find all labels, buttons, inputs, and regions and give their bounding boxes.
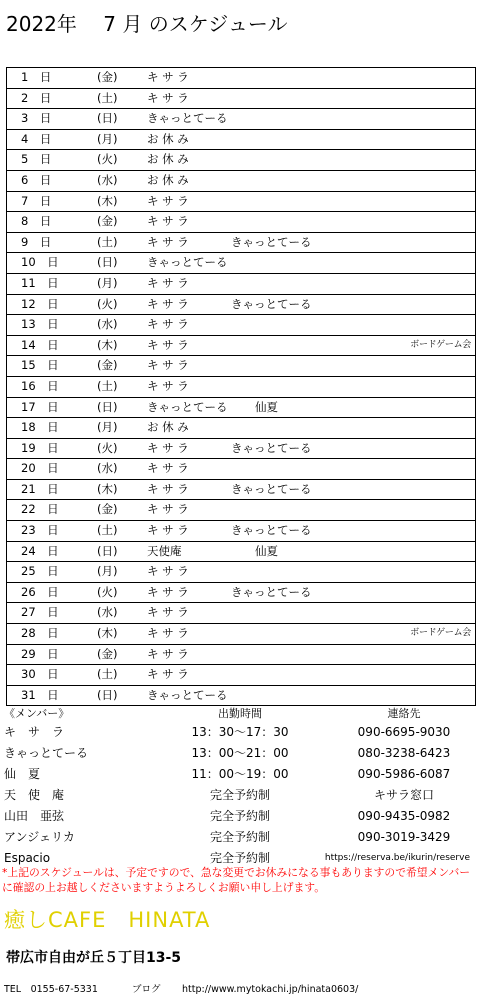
day-cell: 24 日 <box>21 543 59 558</box>
day-cell: 11 日 <box>21 275 59 290</box>
schedule-row <box>7 665 475 686</box>
day-cell: 18 日 <box>21 420 59 435</box>
weekday-cell: (日) <box>97 111 118 126</box>
day-cell: 9 日 <box>21 234 52 249</box>
day-cell: 22 日 <box>21 502 59 517</box>
member-cell: きゃっとてーる <box>147 399 228 414</box>
weekday-cell: (木) <box>97 193 118 208</box>
day-cell: 10 日 <box>21 255 59 270</box>
member-cell: お 休 み <box>147 420 189 435</box>
member-cell: キ サ ラ <box>147 275 189 290</box>
member-row <box>4 806 476 827</box>
weekday-cell: (土) <box>97 378 118 393</box>
member-cell: キ サ ラ <box>147 214 189 229</box>
member-name: 仙 夏 <box>4 767 41 781</box>
schedule-row <box>7 336 475 357</box>
member-cell: キ サ ラ <box>147 584 189 599</box>
schedule-row <box>7 356 475 377</box>
member-name: 山田 亜弦 <box>4 809 65 823</box>
member-cell: キ サ ラ <box>147 626 189 641</box>
schedule-row <box>7 603 475 624</box>
member-hours: 13：30～17：30 <box>191 725 289 739</box>
weekday-cell: (火) <box>97 152 118 167</box>
weekday-cell: (日) <box>97 255 118 270</box>
day-cell: 14 日 <box>21 337 59 352</box>
member-hours: 完全予約制 <box>209 851 270 865</box>
schedule-row <box>7 459 475 480</box>
day-cell: 7 日 <box>21 193 52 208</box>
address: 帯広市自由が丘５丁目13-5 <box>6 950 182 966</box>
member-contact: キサラ窓口 <box>373 788 434 802</box>
schedule-row <box>7 295 475 316</box>
member-contact: 090-6695-9030 <box>357 725 451 739</box>
schedule-row <box>7 624 475 645</box>
member-contact: 090-9435-0982 <box>357 809 451 823</box>
schedule-row <box>7 253 475 274</box>
member-cell: キ サ ラ <box>147 502 189 517</box>
day-cell: 1 日 <box>21 70 52 84</box>
weekday-cell: (火) <box>97 584 118 599</box>
weekday-cell: (水) <box>97 605 118 620</box>
schedule-table <box>6 67 476 706</box>
schedule-row <box>7 398 475 419</box>
weekday-cell: (木) <box>97 337 118 352</box>
schedule-row <box>7 542 475 563</box>
member-cell: キ サ ラ <box>147 461 189 476</box>
schedule-row <box>7 89 475 110</box>
weekday-cell: (金) <box>97 358 118 373</box>
member-hours: 13：00～21：00 <box>191 746 289 760</box>
member-cell: お 休 み <box>147 131 189 146</box>
member-header-hours: 出勤時間 <box>218 707 262 720</box>
member-row <box>4 743 476 764</box>
schedule-row <box>7 274 475 295</box>
weekday-cell: (月) <box>97 564 118 579</box>
member-row <box>4 827 476 848</box>
day-cell: 15 日 <box>21 358 59 373</box>
schedule-row <box>7 562 475 583</box>
schedule-row <box>7 439 475 460</box>
member-cell: お 休 み <box>147 172 189 187</box>
member-cell: キ サ ラ <box>147 193 189 208</box>
tel-number: TEL 0155-67-5331 <box>4 984 98 995</box>
schedule-row <box>7 150 475 171</box>
day-cell: 3 日 <box>21 111 52 126</box>
member-hours: 完全予約制 <box>209 788 270 802</box>
weekday-cell: (金) <box>97 646 118 661</box>
member-cell: 天使庵 <box>147 543 182 558</box>
day-cell: 12 日 <box>21 296 59 311</box>
second-member-cell: きゃっとてーる <box>231 234 312 249</box>
member-cell: きゃっとてーる <box>147 111 228 126</box>
member-name: アンジェリカ <box>4 830 75 844</box>
member-cell: キ サ ラ <box>147 523 189 538</box>
weekday-cell: (水) <box>97 172 118 187</box>
member-header-name: 《メンバー》 <box>4 707 70 720</box>
day-cell: 8 日 <box>21 214 52 229</box>
member-cell: キ サ ラ <box>147 667 189 682</box>
day-cell: 2 日 <box>21 90 52 105</box>
member-cell: キ サ ラ <box>147 90 189 105</box>
member-table <box>4 706 476 869</box>
member-cell: きゃっとてーる <box>147 255 228 270</box>
schedule-row <box>7 500 475 521</box>
member-name: きゃっとてーる <box>4 746 89 760</box>
schedule-row <box>7 686 475 707</box>
member-header-row <box>4 706 476 722</box>
brand-logo-text: 癒しCAFE HINATA <box>4 908 211 932</box>
blog-label: ブログ <box>132 984 161 995</box>
day-cell: 13 日 <box>21 317 59 332</box>
schedule-row <box>7 171 475 192</box>
member-cell: キ サ ラ <box>147 234 189 249</box>
second-member-cell: きゃっとてーる <box>231 440 312 455</box>
day-cell: 23 日 <box>21 523 59 538</box>
day-cell: 5 日 <box>21 152 52 167</box>
member-contact: 080-3238-6423 <box>357 746 451 760</box>
day-cell: 31 日 <box>21 687 59 702</box>
member-cell: キ サ ラ <box>147 296 189 311</box>
weekday-cell: (月) <box>97 131 118 146</box>
member-cell: キ サ ラ <box>147 317 189 332</box>
member-hours: 11：00～19：00 <box>191 767 289 781</box>
member-contact: 090-3019-3429 <box>357 830 451 844</box>
member-cell: キ サ ラ <box>147 564 189 579</box>
weekday-cell: (水) <box>97 317 118 332</box>
member-cell: キ サ ラ <box>147 605 189 620</box>
second-member-cell: きゃっとてーる <box>231 584 312 599</box>
member-cell: キ サ ラ <box>147 358 189 373</box>
day-cell: 30 日 <box>21 667 59 682</box>
schedule-note: *上記のスケジュールは、予定ですので、急な変更でお休みになる事もありますので希望メンバーに確認の上お越しくださいますようよろしくお願い申し上げます。 <box>2 866 471 894</box>
member-cell: キ サ ラ <box>147 378 189 393</box>
day-cell: 26 日 <box>21 584 59 599</box>
weekday-cell: (土) <box>97 523 118 538</box>
member-hours: 完全予約制 <box>209 830 270 844</box>
weekday-cell: (木) <box>97 626 118 641</box>
day-cell: 20 日 <box>21 461 59 476</box>
day-cell: 28 日 <box>21 626 59 641</box>
member-row <box>4 722 476 743</box>
day-cell: 17 日 <box>21 399 59 414</box>
weekday-cell: (月) <box>97 275 118 290</box>
blog-link[interactable]: http://www.mytokachi.jp/hinata0603/ <box>182 984 359 995</box>
weekday-cell: (日) <box>97 687 118 702</box>
member-header-contact: 連絡先 <box>387 707 421 720</box>
schedule-row <box>7 377 475 398</box>
weekday-cell: (日) <box>97 399 118 414</box>
event-cell: ボードゲーム会 <box>410 339 471 350</box>
weekday-cell: (水) <box>97 461 118 476</box>
weekday-cell: (土) <box>97 667 118 682</box>
member-name: 天 使 庵 <box>4 788 65 802</box>
schedule-row <box>7 212 475 233</box>
schedule-row <box>7 68 475 89</box>
schedule-row <box>7 130 475 151</box>
weekday-cell: (土) <box>97 90 118 105</box>
second-member-cell: 仙夏 <box>255 543 278 558</box>
second-member-cell: きゃっとてーる <box>231 523 312 538</box>
schedule-row <box>7 109 475 130</box>
weekday-cell: (木) <box>97 481 118 496</box>
weekday-cell: (火) <box>97 440 118 455</box>
day-cell: 29 日 <box>21 646 59 661</box>
weekday-cell: (火) <box>97 296 118 311</box>
schedule-row <box>7 418 475 439</box>
second-member-cell: 仙夏 <box>255 399 278 414</box>
day-cell: 16 日 <box>21 378 59 393</box>
second-member-cell: きゃっとてーる <box>231 296 312 311</box>
schedule-row <box>7 521 475 542</box>
schedule-row <box>7 192 475 213</box>
event-cell: ボードゲーム会 <box>410 628 471 639</box>
member-name: Espacio <box>4 851 51 865</box>
weekday-cell: (月) <box>97 420 118 435</box>
member-contact: 090-5986-6087 <box>357 767 451 781</box>
weekday-cell: (金) <box>97 70 118 84</box>
day-cell: 4 日 <box>21 131 52 146</box>
member-reserve-link[interactable]: https://reserva.be/ikurin/reserve <box>324 853 470 863</box>
day-cell: 21 日 <box>21 481 59 496</box>
weekday-cell: (金) <box>97 214 118 229</box>
member-cell: キ サ ラ <box>147 337 189 352</box>
weekday-cell: (金) <box>97 502 118 517</box>
member-cell: キ サ ラ <box>147 481 189 496</box>
weekday-cell: (日) <box>97 543 118 558</box>
member-cell: きゃっとてーる <box>147 687 228 702</box>
day-cell: 27 日 <box>21 605 59 620</box>
day-cell: 6 日 <box>21 172 52 187</box>
schedule-row <box>7 233 475 254</box>
second-member-cell: きゃっとてーる <box>231 481 312 496</box>
schedule-row <box>7 315 475 336</box>
member-cell: キ サ ラ <box>147 440 189 455</box>
member-cell: キ サ ラ <box>147 646 189 661</box>
contact-line <box>4 982 359 1007</box>
member-cell: キ サ ラ <box>147 70 189 84</box>
day-cell: 25 日 <box>21 564 59 579</box>
schedule-row <box>7 645 475 666</box>
day-cell: 19 日 <box>21 440 59 455</box>
member-cell: お 休 み <box>147 152 189 167</box>
member-name: キ サ ラ <box>4 725 65 739</box>
weekday-cell: (土) <box>97 234 118 249</box>
schedule-row <box>7 583 475 604</box>
member-row <box>4 785 476 806</box>
member-hours: 完全予約制 <box>209 809 270 823</box>
schedule-row <box>7 480 475 501</box>
member-row <box>4 764 476 785</box>
page-title: 2022年 7 月 のスケジュール <box>6 12 288 36</box>
